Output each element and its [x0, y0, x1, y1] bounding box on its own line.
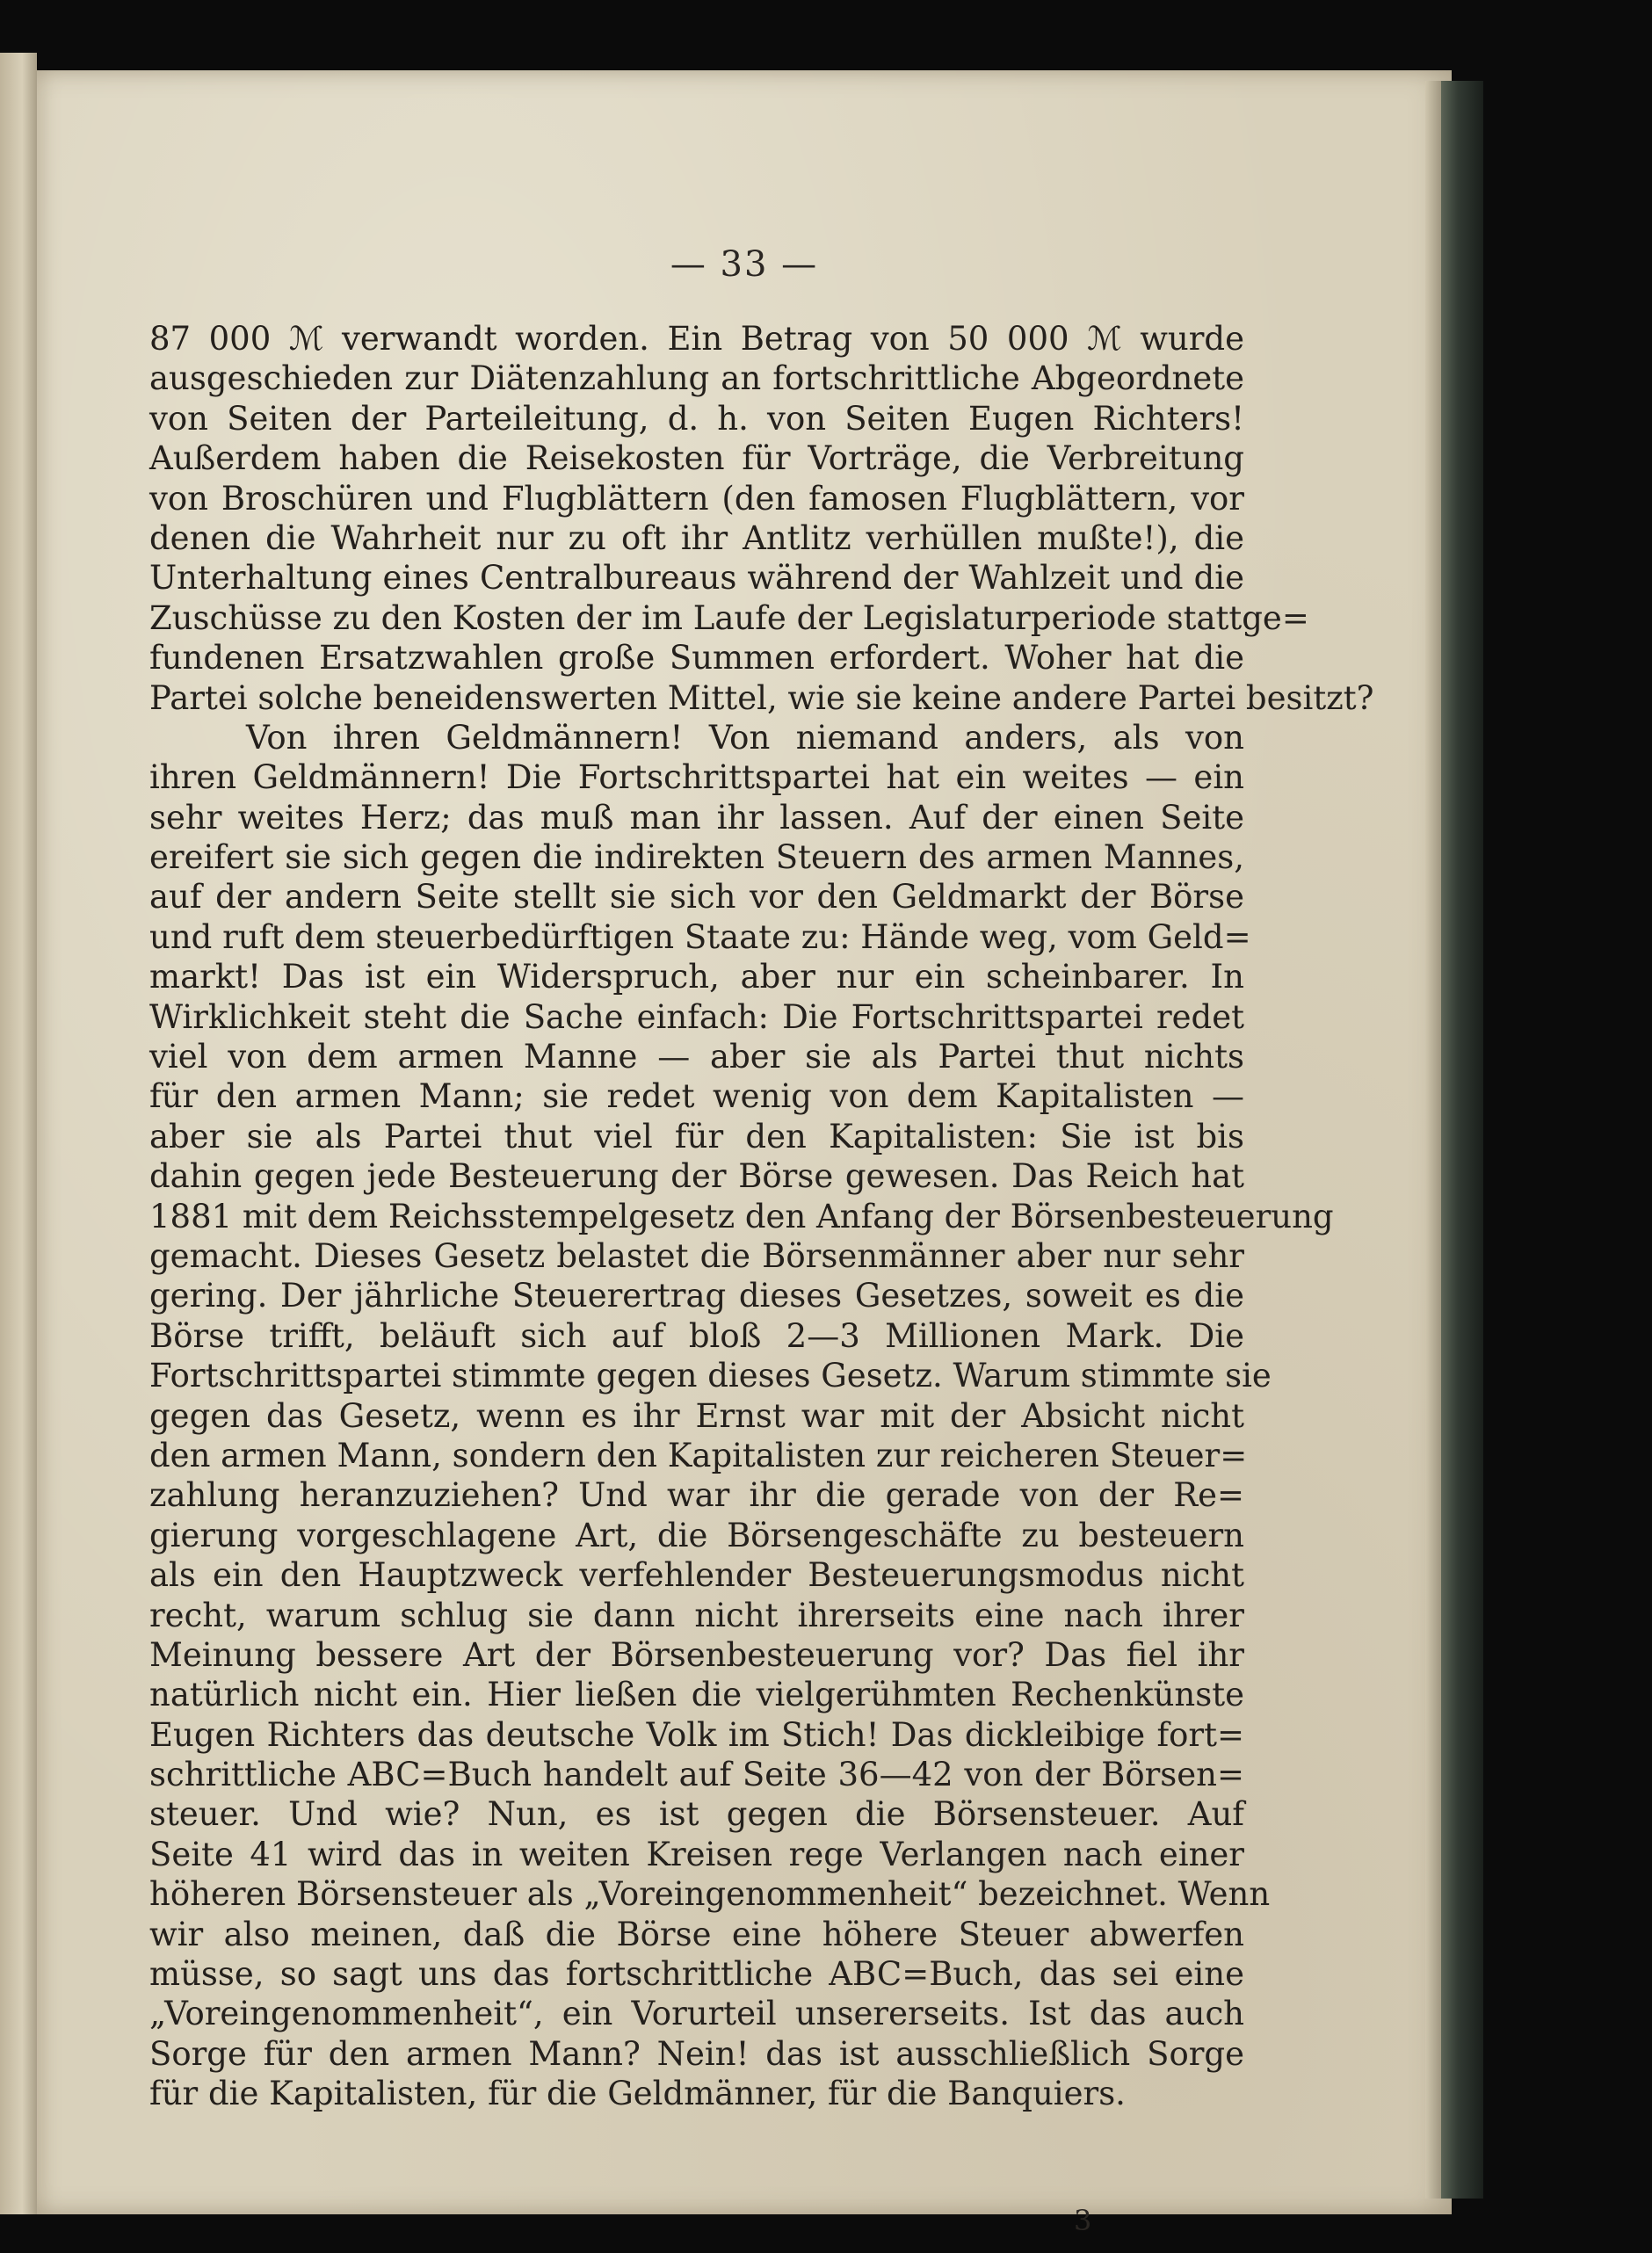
- text-line: Partei solche beneidenswerten Mittel, wie sie keine andere Partei besitzt?: [149, 678, 1374, 717]
- text-line: Außerdem haben die Reisekosten für Vorträge, die Verbreitung: [149, 439, 1244, 478]
- text-line: wir also meinen, daß die Börse eine höhere Steuer abwerfen: [149, 1915, 1244, 1953]
- text-line: sehr weites Herz; das muß man ihr lassen. Auf der einen Seite: [149, 798, 1244, 837]
- text-line: ihren Geldmännern! Die Fortschrittspartei hat ein weites — ein: [149, 758, 1244, 797]
- text-line: den armen Mann, sondern den Kapitalisten zur reicheren Steuer=: [149, 1436, 1248, 1474]
- text-line: aber sie als Partei thut viel für den Kapitalisten: Sie ist bis: [149, 1117, 1244, 1155]
- text-line: als ein den Hauptzweck verfehlender Besteuerungsmodus nicht: [149, 1556, 1244, 1595]
- text-line: von Seiten der Parteileitung, d. h. von Seiten Eugen Richters!: [149, 399, 1244, 438]
- body-text: [149, 319, 1374, 2114]
- text-line: müsse, so sagt uns das fortschrittliche ABC=Buch, das sei eine: [149, 1955, 1244, 1994]
- text-line: gering. Der jährliche Steuerertrag dieses Gesetzes, soweit es die: [149, 1277, 1244, 1315]
- text-line: Unterhaltung eines Centralbureaus während der Wahlzeit und die: [149, 559, 1244, 598]
- text-line: „Voreingenommenheit“, ein Vorurteil unsererseits. Ist das auch: [149, 1995, 1244, 2033]
- previous-page-edge: [0, 53, 37, 2214]
- text-line: Wirklichkeit steht die Sache einfach: Die Fortschrittspartei redet: [149, 997, 1244, 1036]
- text-line: dahin gegen jede Besteuerung der Börse gewesen. Das Reich hat: [149, 1157, 1244, 1196]
- text-line: Von ihren Geldmännern! Von niemand anders, als von: [246, 718, 1244, 757]
- text-line: gemacht. Dieses Gesetz belastet die Börsenmänner aber nur sehr: [149, 1236, 1244, 1275]
- text-line: viel von dem armen Manne — aber sie als Partei thut nichts: [149, 1038, 1244, 1076]
- text-line: für den armen Mann; sie redet wenig von dem Kapitalisten —: [149, 1077, 1244, 1116]
- text-line: von Broschüren und Flugblättern (den famosen Flugblättern, vor: [149, 479, 1244, 518]
- text-line: Sorge für den armen Mann? Nein! das ist ausschließlich Sorge: [149, 2034, 1244, 2073]
- text-line: Meinung bessere Art der Börsenbesteuerung vor? Das fiel ihr: [149, 1635, 1244, 1674]
- text-line: Börse trifft, beläuft sich auf bloß 2—3 Millionen Mark. Die: [149, 1316, 1244, 1355]
- text-line: natürlich nicht ein. Hier ließen die vielgerühmten Rechenkünste: [149, 1676, 1244, 1714]
- text-line: Fortschrittspartei stimmte gegen dieses Gesetz. Warum stimmte sie: [149, 1357, 1272, 1395]
- text-line: 1881 mit dem Reichsstempelgesetz den Anfang der Börsenbesteuerung: [149, 1197, 1334, 1235]
- text-line: markt! Das ist ein Widerspruch, aber nur ein scheinbarer. In: [149, 958, 1244, 996]
- page-edge-shadow: [1425, 81, 1443, 2199]
- text-line: fundenen Ersatzwahlen große Summen erfordert. Woher hat die: [149, 639, 1244, 677]
- text-line: Eugen Richters das deutsche Volk im Stich! Das dickleibige fort=: [149, 1715, 1244, 1754]
- signature-mark: 3: [1074, 2204, 1092, 2237]
- text-line: gierung vorgeschlagene Art, die Börsengeschäfte zu besteuern: [149, 1516, 1244, 1554]
- text-line: auf der andern Seite stellt sie sich vor den Geldmarkt der Börse: [149, 878, 1244, 916]
- text-line: höheren Börsensteuer als „Voreingenommenheit“ bezeichnet. Wenn: [149, 1875, 1271, 1914]
- text-line: Zuschüsse zu den Kosten der im Laufe der Legislaturperiode stattge=: [149, 598, 1309, 637]
- text-line: schrittliche ABC=Buch handelt auf Seite 36—42 von der Börsen=: [149, 1756, 1244, 1794]
- page-paper: [37, 70, 1452, 2237]
- text-line: zahlung heranzuziehen? Und war ihr die gerade von der Re=: [149, 1476, 1244, 1515]
- book-cover-edge: [1441, 81, 1483, 2199]
- text-line: denen die Wahrheit nur zu oft ihr Antlitz verhüllen mußte!), die: [149, 518, 1244, 557]
- text-line: Seite 41 wird das in weiten Kreisen rege Verlangen nach einer: [149, 1835, 1244, 1873]
- text-line: steuer. Und wie? Nun, es ist gegen die Börsensteuer. Auf: [149, 1795, 1244, 1834]
- text-line: und ruft dem steuerbedürftigen Staate zu: Hände weg, vom Geld=: [149, 917, 1251, 956]
- text-line: für die Kapitalisten, für die Geldmänner, für die Banquiers.: [149, 2075, 1126, 2113]
- text-line: ereifert sie sich gegen die indirekten Steuern des armen Mannes,: [149, 838, 1244, 877]
- text-line: 87 000 ℳ verwandt worden. Ein Betrag von 50 000 ℳ wurde: [149, 320, 1244, 358]
- text-line: ausgeschieden zur Diätenzahlung an fortschrittliche Abgeordnete: [149, 359, 1244, 398]
- text-line: gegen das Gesetz, wenn es ihr Ernst war mit der Absicht nicht: [149, 1396, 1244, 1435]
- page-number-header: — 33 —: [670, 244, 819, 285]
- text-line: recht, warum schlug sie dann nicht ihrerseits eine nach ihrer: [149, 1596, 1244, 1634]
